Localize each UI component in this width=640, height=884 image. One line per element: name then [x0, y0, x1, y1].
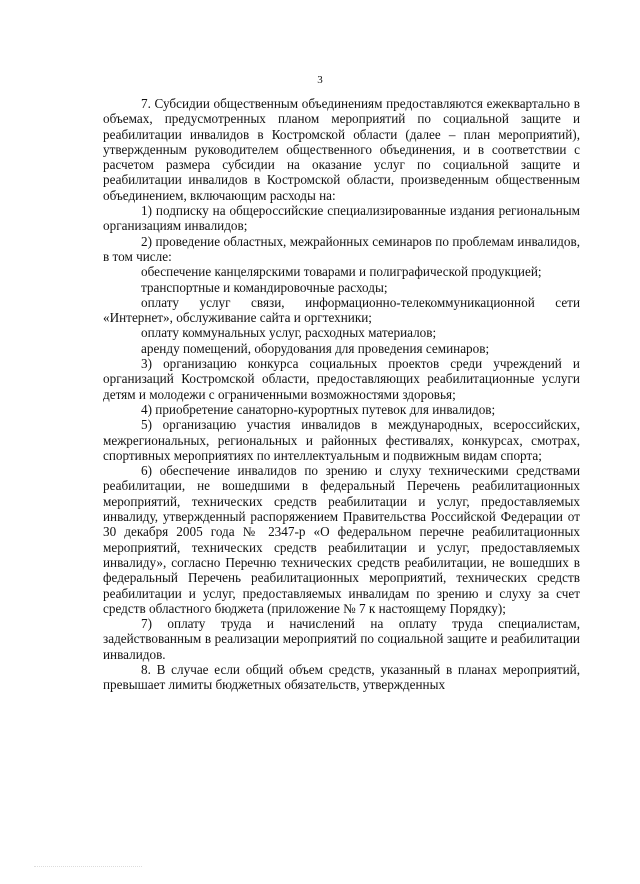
sub-item-communications: оплату услуг связи, информационно-телекоммуникационной сети «Интернет», обслуживание сайта и оргтехники; — [103, 294, 580, 326]
sub-item-utilities: оплату коммунальных услуг, расходных материалов; — [141, 325, 437, 341]
document-body — [103, 96, 580, 693]
list-item-3-contest: 3) организацию конкурса социальных проектов среди учреждений и организаций Костромской области, предоставляющих реабилитационные услуги детям и молодежи с ограниченными возможностями здоровья; — [103, 356, 580, 402]
sub-item-stationery: обеспечение канцелярскими товарами и полиграфической продукцией; — [141, 264, 542, 280]
list-item-4-vouchers: 4) приобретение санаторно-курортных путевок для инвалидов; — [141, 401, 496, 417]
list-item-2-seminars: 2) проведение областных, межрайонных семинаров по проблемам инвалидов, в том числе: — [103, 233, 580, 264]
list-item-6-rehab-means: 6) обеспечение инвалидов по зрению и слуху техническими средствами реабилитации, не вошедшими в федеральный Перечень реабилитационных мероприятий, технических средств реабилитации и услуг, предоставляемых инвалиду, утвержденный распоряжением Правительства Российской Федерации от 30 декабря 2005 года № 2347-р «О федеральном перечне реабилитационных мероприятий, технических средств реабилитации и услуг, предоставляемых инвалиду», согласно Перечню технических средств реабилитации, не вошедших в федеральный Перечень реабилитационных мероприятий, технических средств реабилитации и услуг, предоставляемых инвалидам по зрению и слуху за счет средств областного бюджета (приложение № 7 к настоящему Порядку); — [103, 463, 580, 616]
page-number: 3 — [317, 74, 323, 86]
paragraph-7-subsidies: 7. Субсидии общественным объединениям предоставляются ежеквартально в объемах, предусмотренных планом мероприятий по социальной защите и реабилитации инвалидов в Костромской области (далее – план мероприятий), утвержденным руководителем общественного объединения, и в соответствии с расчетом размера субсидии на оказание услуг по социальной защите и реабилитации инвалидов в Костромской области, произведенным общественным объединением, включающим расходы на: — [103, 96, 580, 203]
sub-item-rent: аренду помещений, оборудования для проведения семинаров; — [141, 340, 490, 356]
list-item-1-subscription: 1) подписку на общероссийские специализированные издания региональным организациям инвалидов; — [103, 203, 580, 234]
list-item-5-participation: 5) организацию участия инвалидов в международных, всероссийских, межрегиональных, региональных и районных фестивалях, конкурсах, смотрах, спортивных мероприятиях по интеллектуальным и подвижным видам спорта; — [103, 417, 580, 463]
sub-item-transport: транспортные и командировочные расходы; — [141, 279, 388, 295]
list-item-7-salaries: 7) оплату труда и начислений на оплату труда специалистам, задействованным в реализации мероприятий по социальной защите и реабилитации инвалидов. — [103, 616, 580, 662]
scan-artifact-line — [34, 866, 142, 867]
paragraph-8-budget: 8. В случае если общий объем средств, указанный в планах мероприятий, превышает лимиты бюджетных обязательств, утвержденных — [103, 661, 580, 693]
